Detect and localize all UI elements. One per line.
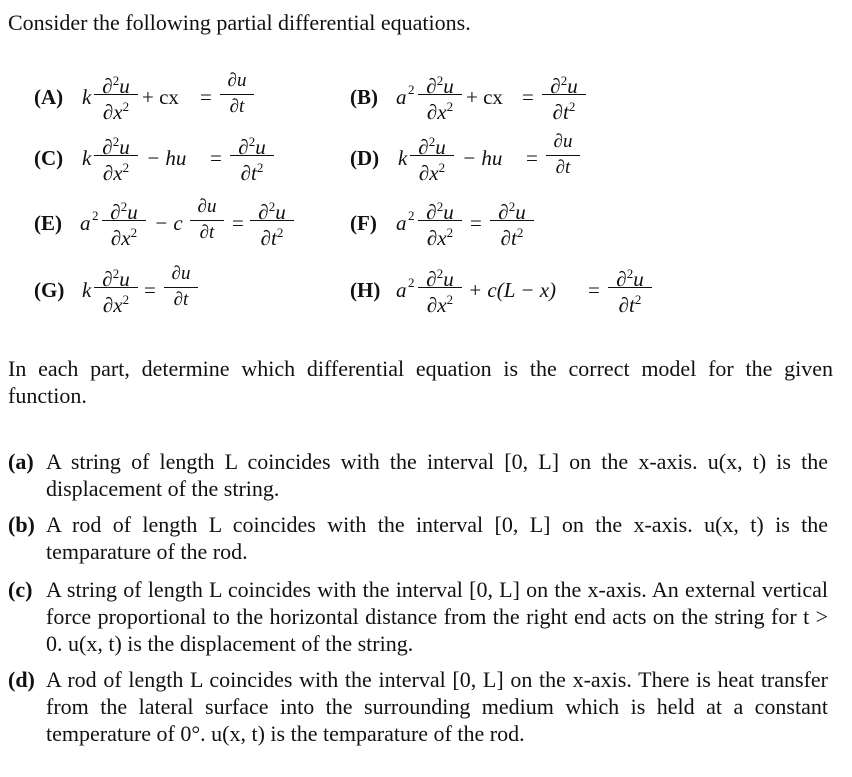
equation-label: (G) xyxy=(34,278,65,302)
coefficient: a xyxy=(396,85,407,109)
coefficient: k xyxy=(82,278,92,302)
equals-sign: = xyxy=(210,146,222,170)
part-label: (c) xyxy=(8,577,33,602)
equation-h: (H) a 2 $\frac{\partial^2u}{\partial x^2}$ + c(L − x) = $\frac{\partial^2u}{\partial t^2}$ xyxy=(350,261,670,321)
subtracted-term: − hu xyxy=(146,146,187,170)
second-x-derivative: $\frac{\partial^2u}{\partial x^2}$ xyxy=(418,194,462,245)
second-x-derivative: $\frac{\partial^2u}{\partial x^2}$ xyxy=(94,261,138,312)
second-t-derivative: $\frac{\partial^2u}{\partial t^2}$ xyxy=(230,129,274,180)
coefficient: a xyxy=(396,211,407,235)
coefficient: k xyxy=(398,146,408,170)
first-t-derivative: $\frac{\partial u}{\partial t}$ xyxy=(190,194,224,245)
part-label: (d) xyxy=(8,667,35,692)
equation-e: (E) a 2 $\frac{\partial^2u}{\partial x^2}$ − c $\frac{\partial u}{\partial t}$ = $\frac{\partial^2u}{\partial t^2}$ xyxy=(34,194,294,254)
part-label: (a) xyxy=(8,449,34,474)
second-x-derivative: $\frac{\partial^2u}{\partial x^2}$ xyxy=(410,129,454,180)
equation-label: (F) xyxy=(350,211,377,235)
second-x-derivative: $\frac{\partial^2u}{\partial x^2}$ xyxy=(418,261,462,312)
equation-b: (B) a 2 $\frac{\partial^2u}{\partial x^2}$ + cx = $\frac{\partial^2u}{\partial t^2}$ xyxy=(350,68,610,128)
added-term: + cx xyxy=(142,85,179,109)
first-t-derivative: $\frac{\partial u}{\partial t}$ xyxy=(220,68,254,119)
first-t-derivative: $\frac{\partial u}{\partial t}$ xyxy=(164,261,198,312)
part-text: A rod of length L coincides with the interval [0, L] on the x-axis. There is heat transfer from the lateral surface into the surrounding medium which is held at a constant temperature of 0°. u(x, t) is the temparature of the rod. xyxy=(46,667,828,746)
added-term: + cx xyxy=(466,85,503,109)
equation-label: (C) xyxy=(34,146,64,170)
instruction-text: In each part, determine which differential equation is the correct model for the given function. xyxy=(8,356,833,408)
equation-label: (E) xyxy=(34,211,62,235)
equals-sign: = xyxy=(144,278,156,302)
first-t-derivative: $\frac{\partial u}{\partial t}$ xyxy=(546,129,580,180)
equation-label: (D) xyxy=(350,146,380,170)
second-x-derivative: $\frac{\partial^2u}{\partial x^2}$ xyxy=(102,194,146,245)
subtracted-term: − hu xyxy=(462,146,503,170)
equation-label: (B) xyxy=(350,85,378,109)
equation-label: (H) xyxy=(350,278,381,302)
coefficient: k xyxy=(82,85,92,109)
second-t-derivative: $\frac{\partial^2u}{\partial t^2}$ xyxy=(542,68,586,119)
equation-a xyxy=(34,68,264,128)
part-label: (b) xyxy=(8,512,35,537)
equals-sign: = xyxy=(470,211,482,235)
part-text: A string of length L coincides with the interval [0, L] on the x-axis. u(x, t) is the displacement of the string. xyxy=(46,449,828,501)
second-x-derivative: $\frac{\partial^2u}{\partial x^2}$ xyxy=(94,68,138,119)
equation-label: (A) xyxy=(34,85,64,109)
coefficient: a xyxy=(80,211,91,235)
second-x-derivative: $\frac{\partial^2u}{\partial x^2}$ xyxy=(418,68,462,119)
part-text: A string of length L coincides with the interval [0, L] on the x-axis. An external vertical force proportional to the horizontal distance from the right end acts on the string for t > 0. u(x, t) is the displacement of the string. xyxy=(46,577,828,656)
equation-d xyxy=(350,129,590,189)
second-t-derivative: $\frac{\partial^2u}{\partial t^2}$ xyxy=(490,194,534,245)
added-term: + c(L − x) xyxy=(468,278,557,302)
second-t-derivative: $\frac{\partial^2u}{\partial t^2}$ xyxy=(250,194,294,245)
subtracted-term: − c xyxy=(154,211,183,235)
equation-f: (F) a 2 $\frac{\partial^2u}{\partial x^2}$ = $\frac{\partial^2u}{\partial t^2}$ xyxy=(350,194,550,254)
coefficient: a xyxy=(396,278,407,302)
equals-sign: = xyxy=(522,85,534,109)
second-x-derivative: $\frac{\partial^2u}{\partial x^2}$ xyxy=(94,129,138,180)
intro-text: Consider the following partial differential equations. xyxy=(8,10,471,35)
equation-g xyxy=(34,261,234,321)
equals-sign: = xyxy=(526,146,538,170)
second-t-derivative: $\frac{\partial^2u}{\partial t^2}$ xyxy=(608,261,652,312)
part-text: A rod of length L coincides with the interval [0, L] on the x-axis. u(x, t) is the temparature of the rod. xyxy=(46,512,828,564)
equation-c xyxy=(34,129,274,189)
coefficient: k xyxy=(82,146,92,170)
equals-sign: = xyxy=(200,85,212,109)
equals-sign: = xyxy=(588,278,600,302)
equals-sign: = xyxy=(232,211,244,235)
